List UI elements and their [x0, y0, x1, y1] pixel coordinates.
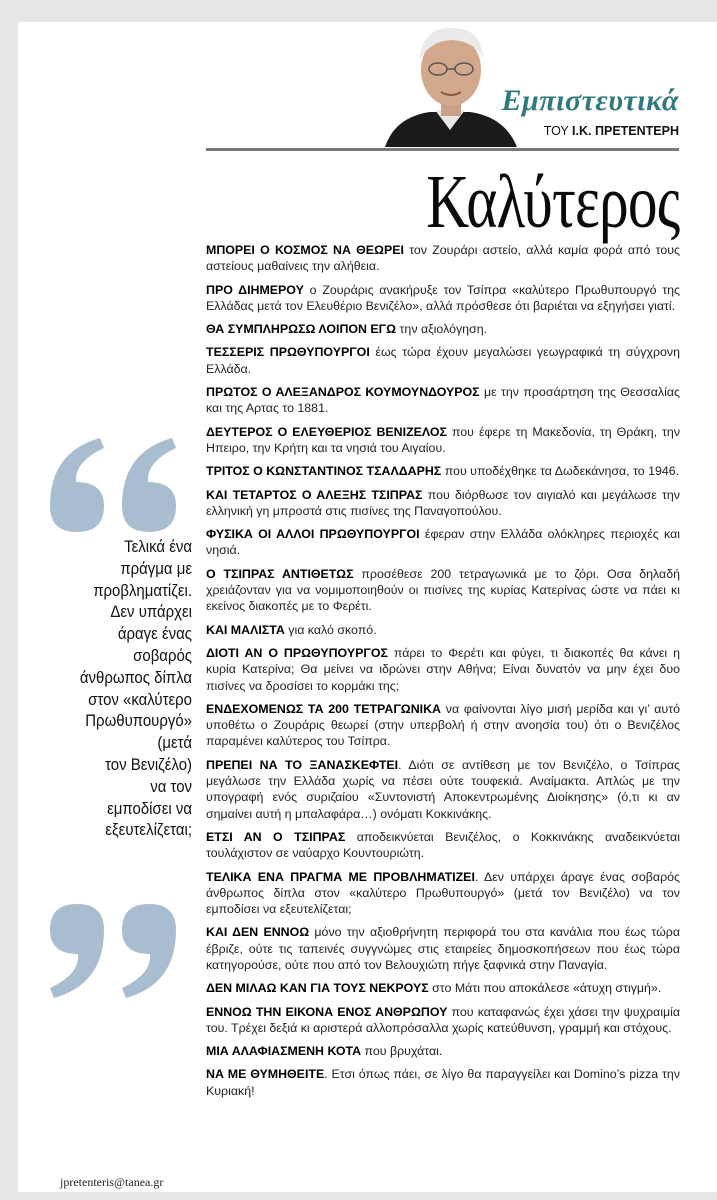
article-paragraph [206, 526, 680, 559]
paragraph-text: να φαίνονται λίγο μισή μερίδα και γι’ αυτό υποθέτω ο Ζουράρις θεωρεί (στην υπερβολή ή στην ανοησία του) ότι ο Βενιζέλος παραμένει καλύτερος του Τσίπρα. [206, 701, 680, 749]
paragraph-lead: ΚΑΙ ΤΕΤΑΡΤΟΣ Ο ΑΛΕΞΗΣ ΤΣΙΠΡΑΣ [206, 487, 423, 502]
paragraph-text: . Διότι σε αντίθεση με τον Βενιζέλο, ο Τσίπρας μεγάλωσε την Ελλάδα χωρίς να πέσει ούτε τουφεκιά. Αναίμακτα. Απλώς με την υπογραφή ενός συριζαίου «Συντονιστή Αποκεντρωμένης Διοίκησης» (ό,τι κι αν σημαίνει αυτή η μπαλαφάρα…) ονόματι Κοκκινάκης. [206, 757, 680, 821]
article-paragraph [206, 566, 680, 615]
article-paragraph [206, 980, 680, 996]
paragraph-lead: ΠΡΩΤΟΣ Ο ΑΛΕΞΑΝΔΡΟΣ ΚΟΥΜΟΥΝΔΟΥΡΟΣ [206, 385, 480, 400]
paragraph-lead: ΚΑΙ ΜΑΛΙΣΤΑ [206, 622, 285, 637]
paragraph-lead: ΘΑ ΣΥΜΠΛΗΡΩΣΩ ΛΟΙΠΟΝ ΕΓΩ [206, 322, 397, 337]
paragraph-lead: ΜΙΑ ΑΛΑΦΙΑΣΜΕΝΗ ΚΟΤΑ [206, 1044, 362, 1059]
paragraph-lead: ΚΑΙ ΔΕΝ ΕΝΝΟΩ [206, 925, 310, 940]
paragraph-text: έως τώρα έχουν μεγαλώσει γεωγραφικά τη σύγχρονη Ελλάδα. [206, 345, 680, 376]
paragraph-text: για καλό σκοπό. [288, 622, 377, 637]
article-paragraph [206, 242, 680, 275]
paragraph-lead: ΔΕΥΤΕΡΟΣ Ο ΕΛΕΥΘΕΡΙΟΣ ΒΕΝΙΖΕΛΟΣ [206, 424, 447, 439]
article-paragraph [206, 344, 680, 377]
paragraph-lead: ΠΡΟ ΔΙΗΜΕΡΟΥ [206, 282, 304, 297]
paragraph-text: με την προσάρτηση της Θεσσαλίας και της Αρτας το 1881. [206, 385, 680, 416]
paragraph-lead: ΦΥΣΙΚΑ ΟΙ ΑΛΛΟΙ ΠΡΩΘΥΠΟΥΡΓΟΙ [206, 527, 420, 542]
paragraph-lead: ΜΠΟΡΕΙ Ο ΚΟΣΜΟΣ ΝΑ ΘΕΩΡΕΙ [206, 243, 404, 257]
paragraph-lead: ΔΙΟΤΙ ΑΝ Ο ΠΡΩΘΥΠΟΥΡΓΟΣ [206, 645, 388, 660]
article-paragraph [206, 487, 680, 520]
paragraph-text: που βρυχάται. [364, 1044, 443, 1059]
paragraph-text: . Δεν υπάρχει άραγε ένας σοβαρός άνθρωπος δίπλα στον «καλύτερο Πρωθυπουργό» (μετά τον Βενιζέλο) να τον εμποδίσει να εξευτελίζεται; [206, 869, 681, 917]
paragraph-lead: ΤΡΙΤΟΣ Ο ΚΩΝΣΤΑΝΤΙΝΟΣ ΤΣΑΛΔΑΡΗΣ [206, 464, 442, 479]
paragraph-lead: ΕΝΝΟΩ ΤΗΝ ΕΙΚΟΝΑ ΕΝΟΣ ΑΝΘΡΩΠΟΥ [206, 1004, 448, 1019]
article-paragraph [206, 924, 680, 973]
pull-quote: Τελικά ένα πράγμα με προβληματίζει. Δεν υπάρχει άραγε ένας σοβαρός άνθρωπος δίπλα στον «καλύτερο Πρωθυπουργό» (μετά τον Βενιζέλο) να τον εμποδίσει να εξευτελίζεται; [79, 537, 192, 840]
article-paragraph [206, 757, 680, 822]
paragraph-text: ο Ζουράρις ανακήρυξε τον Τσίπρα «καλύτερο Πρωθυπουργό της Ελλάδας μετά τον Ελευθέριο Βενιζέλο», αλλά πρόσθεσε ότι βαριέται να εξηγήσει γιατί. [206, 282, 680, 313]
paragraph-lead: ΔΕΝ ΜΙΛΑΩ ΚΑΝ ΓΙΑ ΤΟΥΣ ΝΕΚΡΟΥΣ [206, 981, 429, 996]
column-name: Εμπιστευτικά [501, 84, 679, 117]
article-paragraph [206, 384, 680, 417]
paragraph-lead: ΕΝΔΕΧΟΜΕΝΩΣ ΤΑ 200 ΤΕΤΡΑΓΩΝΙΚΑ [206, 701, 442, 716]
article-paragraph [206, 1043, 680, 1059]
article-paragraph [206, 869, 680, 918]
article-paragraph [206, 282, 680, 315]
paragraph-text: . Ετσι όπως πάει, σε λίγο θα παραγγείλει και Domino’s pizza την Κυριακή! [206, 1067, 680, 1098]
article-body [206, 242, 680, 1106]
byline-author: Ι.Κ. ΠΡΕΤΕΝΤΕΡΗ [572, 124, 679, 138]
article-paragraph [206, 622, 680, 638]
article-paragraph [206, 321, 680, 337]
paragraph-text: πάρει το Φερέτι και φύγει, τι διακοπές θα κάνει η κυρία Κατερίνα; Θα μείνει να ιδρώνει στην Αθήνα; Είναι δυνατόν να μην έχει δυο πισίνες να δροσίσει το κορμάκι της; [206, 645, 680, 693]
paragraph-lead: ΤΕΛΙΚΑ ΕΝΑ ΠΡΑΓΜΑ ΜΕ ΠΡΟΒΛΗΜΑΤΙΖΕΙ [206, 869, 475, 884]
open-quote-icon [42, 434, 187, 534]
article-paragraph [206, 1066, 680, 1099]
author-email: jpretenteris@tanea.gr [60, 1175, 164, 1189]
paragraph-text: προσέθεσε 200 τετραγωνικά με το ζόρι. Οσα δηλαδή χρειάζονταν για να νομιμοποιηθούν οι πισίνες της κυρίας Κατερίνας ώστε να πάει κι εκείνος διακοπές με το Φερέτι. [206, 566, 680, 614]
article-paragraph [206, 701, 680, 750]
paragraph-lead: ΠΡΕΠΕΙ ΝΑ ΤΟ ΞΑΝΑΣΚΕΦΤΕΙ [206, 757, 399, 772]
paragraph-lead: ΕΤΣΙ ΑΝ Ο ΤΣΙΠΡΑΣ [206, 829, 346, 844]
article-paragraph [206, 645, 680, 694]
article-paragraph [206, 463, 680, 479]
paragraph-lead: Ο ΤΣΙΠΡΑΣ ΑΝΤΙΘΕΤΩΣ [206, 566, 354, 581]
newspaper-page [18, 22, 717, 1192]
paragraph-text: που καταφανώς έχει χάσει την ψυχραιμία του. Τρέχει δεξιά κι αριστερά αλλοπρόσαλλα χωρίς κατεύθυνση, γραμμή και στόχους. [206, 1004, 681, 1035]
byline-prefix: ΤΟΥ [543, 124, 569, 138]
paragraph-lead: ΤΕΣΣΕΡΙΣ ΠΡΩΘΥΠΟΥΡΓΟΙ [206, 345, 370, 360]
paragraph-lead: ΝΑ ΜΕ ΘΥΜΗΘΕΙΤΕ [206, 1067, 325, 1082]
headline: Καλύτερος [425, 160, 679, 244]
paragraph-text: την αξιολόγηση. [399, 322, 488, 337]
paragraph-text: αποδεικνύεται Βενιζέλος, ο Κοκκινάκης αναδεικνύεται τουλάχιστον σε ναύαρχο Κουντουριώτη. [206, 829, 680, 861]
paragraph-text: που υποδέχθηκε τα Δωδεκάνησα, το 1946. [444, 464, 680, 479]
article-paragraph [206, 1004, 680, 1037]
paragraph-text: στο Μάτι που αποκάλεσε «άτυχη στιγμή». [432, 981, 662, 996]
paragraph-text: μόνο την αξιοθρήνητη περιφορά του στα κανάλια που έως τώρα έβριζε, ούτε τις ταπεινές συγγνώμες στις εταιρείες δημοσκοπήσεων που έως τώρα κατηγορούσε, ούτε που από τον Βελουχιώτη πήγε ξαφνικά στην Παναγία. [206, 925, 680, 972]
paragraph-text: που διόρθωσε τον αιγιαλό και μεγάλωσε την ελληνική γη μπροστά στις πισίνες της Παναγοπούλου. [206, 487, 680, 518]
paragraph-text: έφεραν στην Ελλάδα ολόκληρες περιοχές και νησιά. [206, 527, 680, 558]
article-paragraph [206, 424, 680, 457]
paragraph-text: που έφερε τη Μακεδονία, τη Θράκη, την Ηπειρο, την Κρήτη και τα νησιά του Αιγαίου. [206, 424, 681, 455]
byline [544, 124, 679, 138]
paragraph-text: τον Ζουράρι αστείο, αλλά καμία φορά από τους αστείους μαθαίνεις την αλήθεια. [206, 243, 680, 274]
article-paragraph [206, 829, 680, 862]
close-quote-icon [42, 902, 187, 1002]
